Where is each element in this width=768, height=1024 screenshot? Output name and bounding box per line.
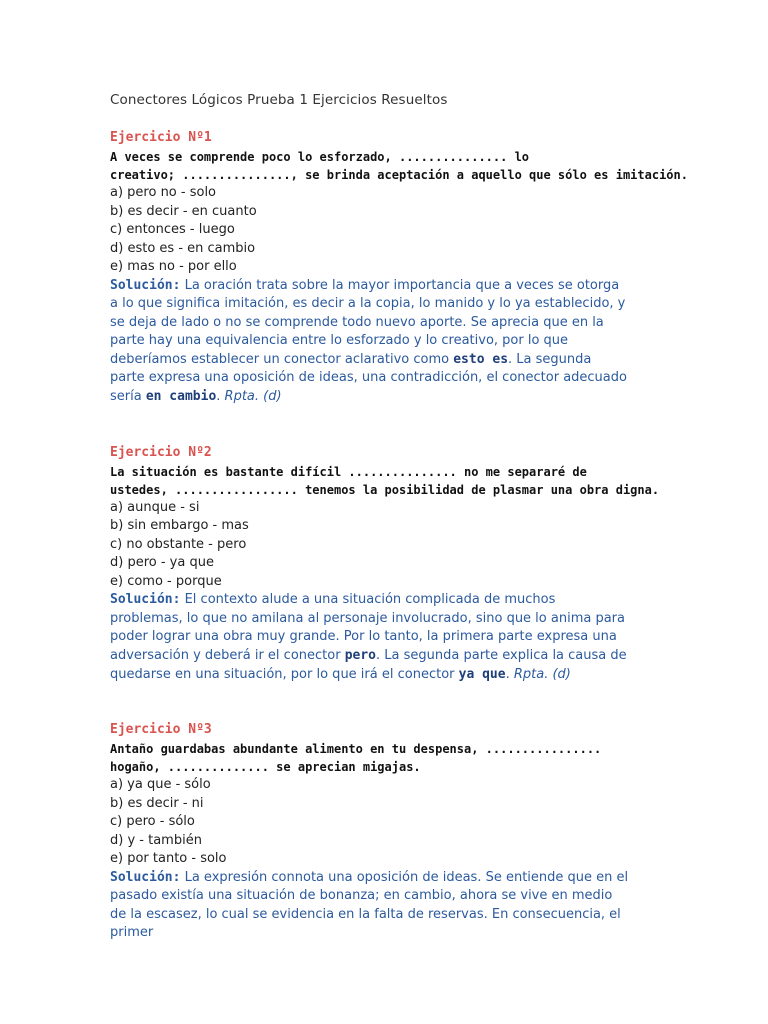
option-b: b) sin embargo - mas [110,518,249,534]
question-line: La situación es bastante difícil ............... no me separaré de [110,464,587,479]
option-a: a) aunque - si [110,499,200,515]
option-c: c) pero - sólo [110,814,195,830]
option-e: e) por tanto - solo [110,851,227,867]
document-page [110,92,688,979]
solution-text: La oración trata sobre la mayor importancia que a veces se otorga a lo que significa imitación, es decir a la copia, lo manido y lo ya establecido, y se deja de lado o no se comprende todo nuevo aporte. Se aprecia que en la parte hay una equivalencia entre lo esforzado y lo creativo, por lo que deberíamos establecer un conector aclarativo como [110,277,626,367]
question-line: creativo; ..............., se brinda aceptación a aquello que sólo es imitación. [110,168,688,182]
option-b: b) es decir - en cuanto [110,203,257,219]
exercise-question [110,148,688,184]
option-a: a) pero no - solo [110,185,217,200]
solution-text: . La segunda parte explica la causa de quedarse en una situación, por lo que irá el conector [110,647,627,682]
solution-paragraph [110,591,630,684]
solution-label: Solución: [110,869,181,885]
option-e: e) mas no - por ello [110,259,237,274]
option-e: e) como - porque [110,573,222,589]
solution-text: . La segunda parte expresa una oposición de ideas, una contradicción, el conector adecuado sería [110,351,627,405]
options-list [110,776,630,869]
solution-text: El contexto alude a una situación complicada de muchos problemas, lo que no amilana al personaje involucrado, sino que lo anima para poder lograr una obra muy grande. Por lo tanto, la primera parte expresa una adversación y deberá ir el conector [110,592,625,663]
solution-label: Solución: [110,592,181,608]
solution-highlight: esto es [453,351,509,367]
solution-highlight: en cambio [145,389,217,405]
solution-paragraph [110,869,630,943]
question-line: Antaño guardabas abundante alimento en tu despensa, ................ [110,742,602,757]
answer-text: Rpta. (d) [224,389,282,405]
solution-highlight: ya que [458,666,506,682]
question-line: A veces se comprende poco lo esforzado, ............... lo [110,150,530,164]
solution-text: La expresión connota una oposición de ideas. Se entiende que en el pasado existía una situación de bonanza; en cambio, ahora se vive en medio de la escasez, lo cual se evidencia en la falta de reservas. En consecuencia, el primer [110,869,629,941]
option-b: b) es decir - ni [110,795,204,811]
solution-text: . [216,389,225,405]
question-line: hogaño, .............. se aprecian migajas. [110,760,421,775]
option-c: c) entonces - luego [110,222,235,237]
exercise-1 [110,128,688,407]
solution-text: . [505,666,514,682]
options-list [110,184,630,277]
exercise-3 [110,720,630,943]
solution-label: Solución: [110,277,181,293]
exercise-heading: Ejercicio Nº1 [110,130,212,145]
exercise-heading: Ejercicio Nº2 [110,444,212,460]
document-title: Conectores Lógicos Prueba 1 Ejercicios Resueltos [110,92,448,108]
solution-highlight: pero [344,647,377,663]
option-d: d) esto es - en cambio [110,240,256,256]
options-list [110,499,630,592]
solution-paragraph [110,277,630,407]
option-c: c) no obstante - pero [110,536,247,552]
exercise-heading: Ejercicio Nº3 [110,722,212,738]
option-d: d) pero - ya que [110,555,214,571]
answer-text: Rpta. (d) [513,666,571,682]
exercise-question [110,463,660,499]
exercise-2 [110,443,660,684]
exercise-question [110,740,630,776]
option-a: a) ya que - sólo [110,777,211,793]
option-d: d) y - también [110,832,202,848]
question-line: ustedes, ................. tenemos la posibilidad de plasmar una obra digna. [110,482,660,497]
